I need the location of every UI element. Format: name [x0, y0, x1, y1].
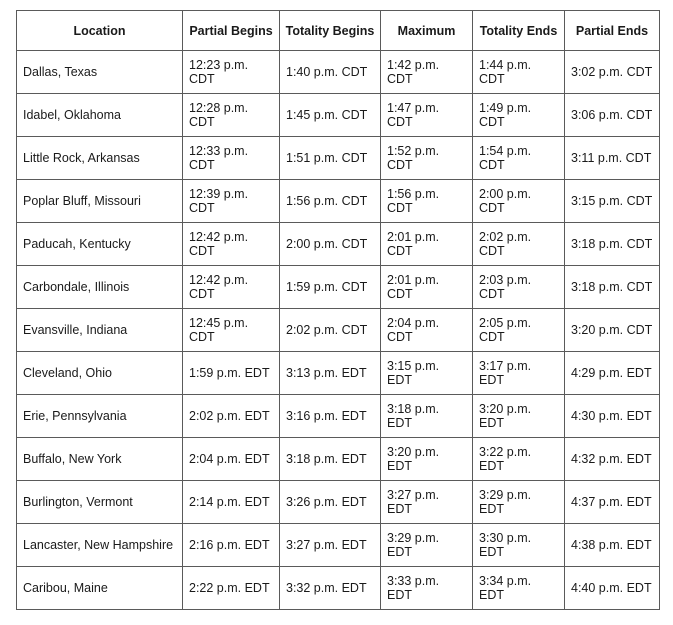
cell-partial-ends: 3:18 p.m. CDT	[565, 223, 660, 266]
cell-maximum: 3:18 p.m. EDT	[381, 395, 473, 438]
cell-maximum: 3:20 p.m. EDT	[381, 438, 473, 481]
header-row	[17, 11, 660, 51]
cell-totality-ends: 3:17 p.m. EDT	[473, 352, 565, 395]
cell-totality-ends: 3:20 p.m. EDT	[473, 395, 565, 438]
table-row	[17, 352, 660, 395]
cell-location: Lancaster, New Hampshire	[17, 524, 183, 567]
cell-location: Evansville, Indiana	[17, 309, 183, 352]
cell-maximum: 2:04 p.m. CDT	[381, 309, 473, 352]
cell-totality-begins: 3:18 p.m. EDT	[280, 438, 381, 481]
cell-location: Cleveland, Ohio	[17, 352, 183, 395]
table-row	[17, 309, 660, 352]
cell-location: Buffalo, New York	[17, 438, 183, 481]
cell-partial-ends: 3:06 p.m. CDT	[565, 94, 660, 137]
table-body	[17, 51, 660, 610]
cell-totality-begins: 3:26 p.m. EDT	[280, 481, 381, 524]
cell-maximum: 1:56 p.m. CDT	[381, 180, 473, 223]
eclipse-times-table-container	[16, 10, 660, 610]
cell-totality-ends: 1:54 p.m. CDT	[473, 137, 565, 180]
cell-location: Erie, Pennsylvania	[17, 395, 183, 438]
cell-totality-begins: 3:13 p.m. EDT	[280, 352, 381, 395]
cell-maximum: 3:29 p.m. EDT	[381, 524, 473, 567]
cell-maximum: 1:52 p.m. CDT	[381, 137, 473, 180]
table-row	[17, 51, 660, 94]
cell-location: Dallas, Texas	[17, 51, 183, 94]
cell-partial-ends: 3:20 p.m. CDT	[565, 309, 660, 352]
cell-location: Poplar Bluff, Missouri	[17, 180, 183, 223]
cell-partial-begins: 12:28 p.m. CDT	[183, 94, 280, 137]
cell-totality-ends: 1:49 p.m. CDT	[473, 94, 565, 137]
cell-maximum: 1:42 p.m. CDT	[381, 51, 473, 94]
cell-totality-ends: 3:34 p.m. EDT	[473, 567, 565, 610]
cell-partial-begins: 2:14 p.m. EDT	[183, 481, 280, 524]
table-row	[17, 481, 660, 524]
table-row	[17, 94, 660, 137]
cell-partial-ends: 3:15 p.m. CDT	[565, 180, 660, 223]
cell-totality-ends: 3:22 p.m. EDT	[473, 438, 565, 481]
table-row	[17, 137, 660, 180]
header-partial-begins: Partial Begins	[183, 11, 280, 51]
cell-partial-begins: 2:02 p.m. EDT	[183, 395, 280, 438]
eclipse-times-table	[16, 10, 660, 610]
cell-partial-ends: 4:37 p.m. EDT	[565, 481, 660, 524]
cell-totality-begins: 2:02 p.m. CDT	[280, 309, 381, 352]
cell-totality-begins: 2:00 p.m. CDT	[280, 223, 381, 266]
cell-partial-ends: 3:11 p.m. CDT	[565, 137, 660, 180]
cell-partial-ends: 4:40 p.m. EDT	[565, 567, 660, 610]
cell-totality-begins: 1:59 p.m. CDT	[280, 266, 381, 309]
header-location: Location	[17, 11, 183, 51]
cell-totality-ends: 3:30 p.m. EDT	[473, 524, 565, 567]
cell-location: Paducah, Kentucky	[17, 223, 183, 266]
cell-partial-ends: 4:30 p.m. EDT	[565, 395, 660, 438]
cell-totality-ends: 2:00 p.m. CDT	[473, 180, 565, 223]
cell-totality-begins: 1:51 p.m. CDT	[280, 137, 381, 180]
cell-location: Carbondale, Illinois	[17, 266, 183, 309]
cell-totality-begins: 3:27 p.m. EDT	[280, 524, 381, 567]
cell-maximum: 1:47 p.m. CDT	[381, 94, 473, 137]
cell-maximum: 3:33 p.m. EDT	[381, 567, 473, 610]
cell-partial-ends: 3:02 p.m. CDT	[565, 51, 660, 94]
table-row	[17, 223, 660, 266]
table-row	[17, 180, 660, 223]
cell-partial-begins: 2:04 p.m. EDT	[183, 438, 280, 481]
cell-partial-begins: 12:42 p.m. CDT	[183, 266, 280, 309]
cell-partial-ends: 4:38 p.m. EDT	[565, 524, 660, 567]
cell-totality-ends: 2:02 p.m. CDT	[473, 223, 565, 266]
cell-totality-begins: 1:56 p.m. CDT	[280, 180, 381, 223]
cell-totality-begins: 1:40 p.m. CDT	[280, 51, 381, 94]
cell-totality-ends: 3:29 p.m. EDT	[473, 481, 565, 524]
cell-maximum: 3:15 p.m. EDT	[381, 352, 473, 395]
cell-maximum: 2:01 p.m. CDT	[381, 266, 473, 309]
table-row	[17, 395, 660, 438]
cell-partial-begins: 2:22 p.m. EDT	[183, 567, 280, 610]
cell-location: Burlington, Vermont	[17, 481, 183, 524]
cell-partial-ends: 4:29 p.m. EDT	[565, 352, 660, 395]
cell-totality-begins: 3:32 p.m. EDT	[280, 567, 381, 610]
table-row	[17, 524, 660, 567]
cell-partial-ends: 3:18 p.m. CDT	[565, 266, 660, 309]
cell-partial-begins: 12:39 p.m. CDT	[183, 180, 280, 223]
header-maximum: Maximum	[381, 11, 473, 51]
header-partial-ends: Partial Ends	[565, 11, 660, 51]
cell-partial-begins: 1:59 p.m. EDT	[183, 352, 280, 395]
cell-partial-begins: 12:42 p.m. CDT	[183, 223, 280, 266]
cell-totality-ends: 2:03 p.m. CDT	[473, 266, 565, 309]
cell-maximum: 3:27 p.m. EDT	[381, 481, 473, 524]
cell-totality-ends: 1:44 p.m. CDT	[473, 51, 565, 94]
cell-partial-ends: 4:32 p.m. EDT	[565, 438, 660, 481]
cell-totality-begins: 3:16 p.m. EDT	[280, 395, 381, 438]
cell-partial-begins: 12:23 p.m. CDT	[183, 51, 280, 94]
cell-location: Little Rock, Arkansas	[17, 137, 183, 180]
header-totality-begins: Totality Begins	[280, 11, 381, 51]
cell-location: Idabel, Oklahoma	[17, 94, 183, 137]
cell-partial-begins: 12:33 p.m. CDT	[183, 137, 280, 180]
cell-totality-ends: 2:05 p.m. CDT	[473, 309, 565, 352]
cell-partial-begins: 2:16 p.m. EDT	[183, 524, 280, 567]
cell-location: Caribou, Maine	[17, 567, 183, 610]
table-header	[17, 11, 660, 51]
table-row	[17, 266, 660, 309]
cell-totality-begins: 1:45 p.m. CDT	[280, 94, 381, 137]
table-row	[17, 567, 660, 610]
cell-partial-begins: 12:45 p.m. CDT	[183, 309, 280, 352]
header-totality-ends: Totality Ends	[473, 11, 565, 51]
table-row	[17, 438, 660, 481]
cell-maximum: 2:01 p.m. CDT	[381, 223, 473, 266]
